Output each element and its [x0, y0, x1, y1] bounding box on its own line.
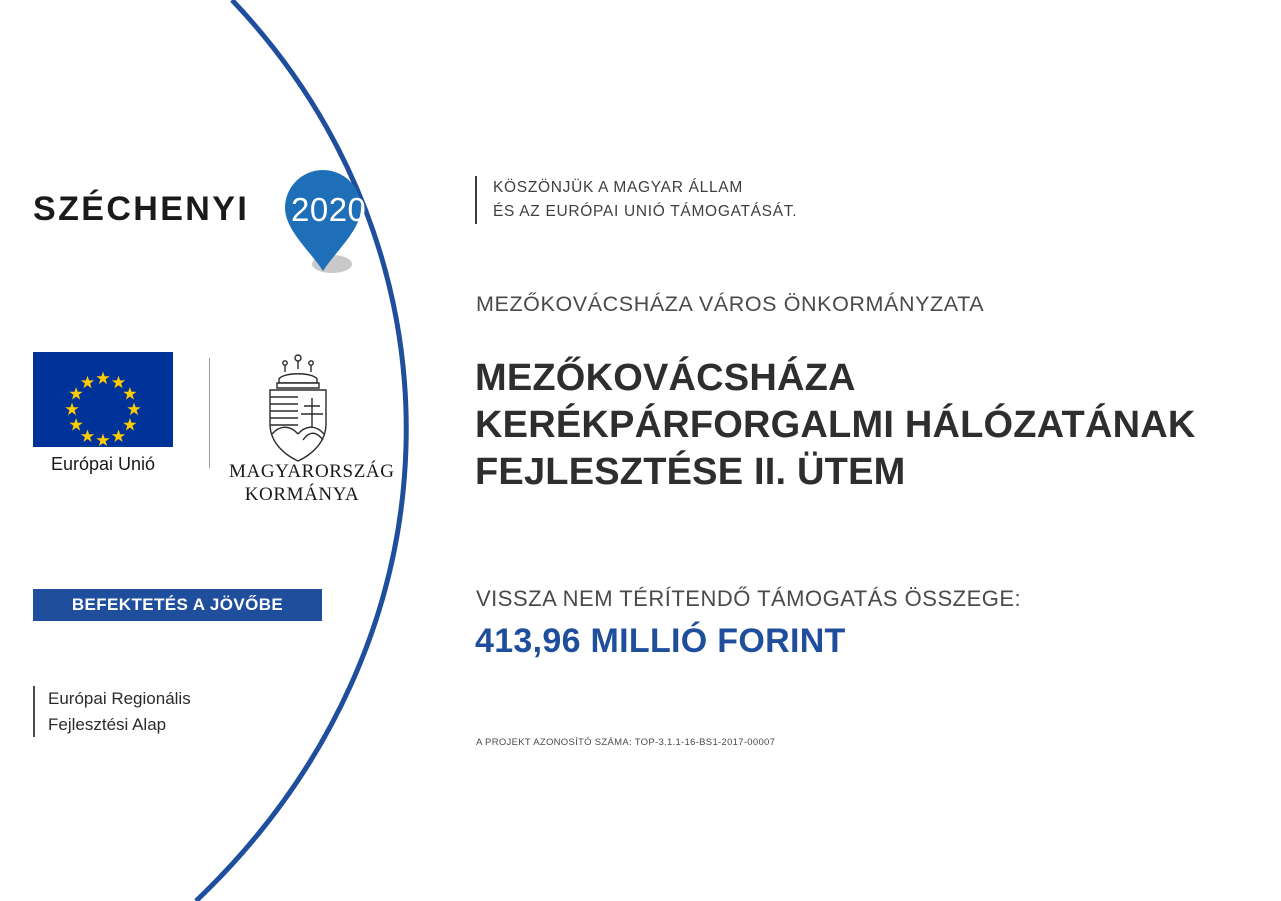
- fund-note-line2: Fejlesztési Alap: [48, 714, 167, 734]
- investment-slogan-bar: [33, 589, 322, 621]
- eu-label: Európai Unió: [50, 454, 156, 474]
- fund-note-line1: Európai Regionális: [48, 689, 191, 708]
- logo-panel: [0, 0, 430, 901]
- eu-hungary-logo-block: [33, 352, 395, 506]
- fund-note: [33, 686, 191, 737]
- grant-label: VISSZA NEM TÉRÍTENDŐ TÁMOGATÁS ÖSSZEGE:: [476, 586, 1022, 611]
- hungary-label-line2: KORMÁNYA: [244, 484, 360, 506]
- szechenyi-wordmark: SZÉCHENYI: [33, 190, 250, 228]
- organization-name: MEZŐKOVÁCSHÁZA VÁROS ÖNKORMÁNYZATA: [476, 292, 985, 316]
- hungary-label: [229, 460, 395, 506]
- szechenyi-year: 2020: [291, 191, 367, 228]
- thanks-line-1: KÖSZÖNJÜK A MAGYAR ÁLLAM: [493, 179, 743, 196]
- project-title: MEZŐKOVÁCSHÁZA KERÉKPÁRFORGALMI HÁLÓZATÁNAK FEJLESZTÉSE II. ÜTEM: [475, 357, 1196, 493]
- grant-amount: 413,96 MILLIÓ FORINT: [475, 622, 846, 660]
- logo-divider: [209, 358, 210, 468]
- investment-slogan-text: BEFEKTETÉS A JÖVŐBE: [71, 595, 284, 614]
- hungary-coat-of-arms-icon: [255, 352, 341, 464]
- project-identifier: A PROJEKT AZONOSÍTÓ SZÁMA: TOP-3.1.1-16-BS1-2017-00007: [476, 737, 776, 748]
- eu-flag-icon: [33, 352, 173, 447]
- info-panel: [475, 0, 1265, 901]
- thanks-line-2: ÉS AZ EURÓPAI UNIÓ TÁMOGATÁSÁT.: [493, 203, 798, 221]
- thanks-note: [475, 176, 797, 224]
- szechenyi-2020-logo: [33, 168, 367, 288]
- hungary-label-line1: MAGYARORSZÁG: [229, 461, 395, 482]
